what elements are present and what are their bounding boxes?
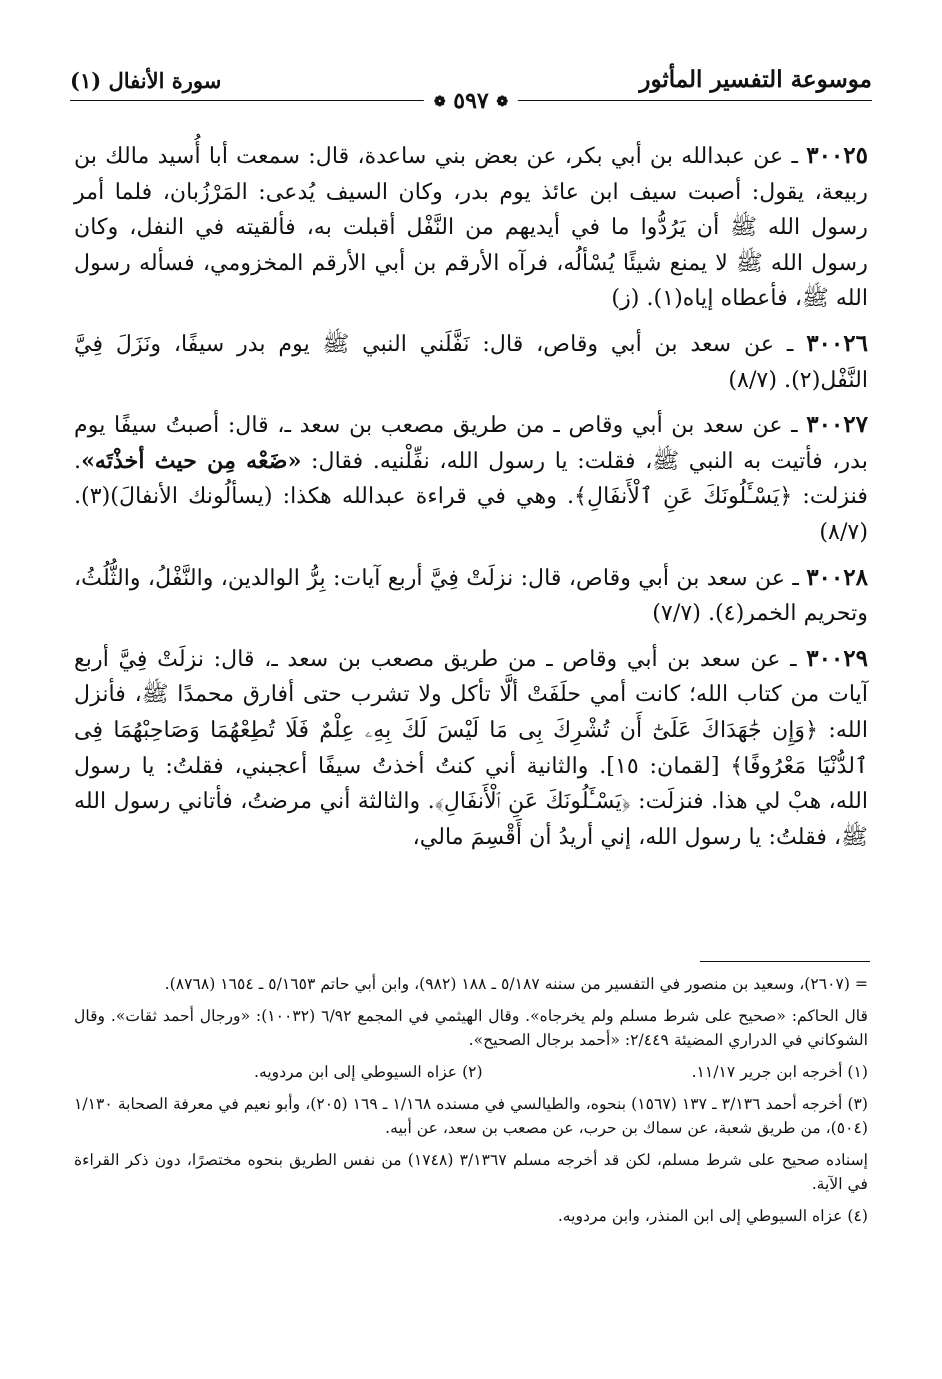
entry-number: ٣٠٠٢٩ (806, 644, 868, 672)
footnote-rule (700, 961, 870, 962)
hadith-quote: «ضَعْه مِن حيث أخذْتَه» (81, 447, 302, 474)
footnote-row (74, 1060, 868, 1084)
book-title: موسوعة التفسير المأثور (639, 66, 872, 93)
ornament-icon: ❁ (433, 94, 446, 110)
entry-text: ـ عن سعد بن أبي وقاص، قال: نزلَتْ فِيَّ أربع آيات: بِرُّ الوالدين، والنَّفْلُ، والثُّلُثُ، وتحريم الخمر(٤). (٧/٧) (74, 564, 868, 627)
page-number-box (424, 88, 518, 114)
entry-text: ـ عن سعد بن أبي وقاص ـ من طريق مصعب بن سعد ـ، قال: نزلَتْ فِيَّ أربع آيات من كتاب الله؛ كانت أمي حلَفَتْ ألَّا تأكل ولا تشرب حتى أفارق محمدًا ﷺ، فأنزل الله: ﴿وَإِن جَٰهَدَاكَ عَلَىٰٓ أَن تُشْرِكَ بِى مَا لَيْسَ لَكَ بِهِۦ عِلْمٌ فَلَا تُطِعْهُمَا وَصَاحِبْهُمَا فِى ٱلدُّنْيَا مَعْرُوفًا﴾ [لقمان: ١٥]. والثانية أني كنتُ أخذتُ سيفًا أعجبني، فقلتُ: يا رسول الله، هبْ لي هذا. فنزلَت: ﴿يَسْـَٔلُونَكَ عَنِ ٱلْأَنفَالِ﴾. والثالثة أني مرضتُ، فأتاني رسول الله ﷺ، فقلتُ: يا رسول الله، إني أريدُ أن أَقْسِمَ مالي، (74, 645, 869, 850)
entry-number: ٣٠٠٢٧ (806, 411, 868, 439)
entry-30028 (74, 560, 868, 632)
entry-number: ٣٠٠٢٥ (806, 142, 868, 169)
entry-30027 (74, 407, 868, 550)
entry-text: ـ عن عبدالله بن أبي بكر، عن بعض بني ساعدة، قال: سمعت أبا أُسيد مالك بن ربيعة، يقول: أصبت سيف ابن عائذ يوم بدر، وكان السيف يُدعى: المَرْزُبان، فلما أمر رسول الله ﷺ أن يَرُدُّوا ما في أيديهم من النَّفْل أقبلت به، فألقيته في النفل، وكان رسول الله ﷺ لا يمنع شيئًا يُسْألُه، فرآه الأرقم بن أبي الأرقم المخزومي، فسأله رسول الله ﷺ، فأعطاه إياه(١). (ز) (74, 143, 868, 312)
footnote: = (٢٦٠٧)، وسعيد بن منصور في التفسير من سننه ٥/١٨٧ ـ ١٨٨ (٩٨٢)، وابن أبي حاتم ٥/١٦٥٣ ـ ١٦٥٤ (٨٧٦٨). (164, 975, 868, 993)
entry-30029 (74, 641, 868, 856)
entry-number: ٣٠٠٢٨ (806, 563, 868, 591)
entry-text: ـ عن سعد بن أبي وقاص ـ من طريق مصعب بن سعد ـ، قال: أصبتُ سيفًا يوم بدر، فأتيت به النبي ﷺ، فقلت: يا رسول الله، نفِّلْنيه. فقال: (74, 412, 868, 474)
footnote: (٢) عزاه السيوطي إلى ابن مردويه. (254, 1063, 483, 1081)
entry-text: . فنزلت: ﴿يَسْـَٔلُونَكَ عَنِ ٱلْأَنفَالِ﴾. وهي في قراءة عبدالله هكذا: (يسألُونك الأنفالَ)(٣). (٨/٧) (74, 447, 868, 545)
footnote: (٣) أخرجه أحمد ٣/١٣٦ ـ ١٣٧ (١٥٦٧) بنحوه، والطيالسي في مسنده ١/١٦٨ ـ ١٦٩ (٢٠٥)، وأبو نعيم في معرفة الصحابة ١/١٣٠ (٥٠٤)، من طريق شعبة، عن سماك بن حرب، عن مصعب بن سعد، عن أبيه. (74, 1095, 869, 1137)
entry-30026 (74, 326, 868, 398)
running-header (70, 62, 872, 114)
footnote: (٤) عزاه السيوطي إلى ابن المنذر، وابن مردويه. (557, 1207, 868, 1225)
surah-title: سورة الأنفال (١) (70, 68, 222, 93)
footnote: (١) أخرجه ابن جرير ١١/١٧. (691, 1063, 868, 1081)
entry-number: ٣٠٠٢٦ (806, 329, 868, 357)
page-number: ٥٩٧ (453, 88, 489, 114)
footnote: قال الحاكم: «صحيح على شرط مسلم ولم يخرجاه». وقال الهيثمي في المجمع ٦/٩٢ (١٠٠٣٢): «ورجال أحمد ثقات». وقال الشوكاني في الدراري المضيئة ٢/٤٤٩: «أحمد برجال الصحيح». (74, 1007, 868, 1049)
main-text (74, 138, 868, 864)
entry-text: ـ عن سعد بن أبي وقاص، قال: نَفَّلَني النبي ﷺ يوم بدر سيفًا، ونَزَلَ فِيَّ النَّفْل(٢). (٨/٧) (74, 330, 868, 393)
footnote: إسناده صحيح على شرط مسلم، لكن قد أخرجه مسلم ٣/١٣٦٧ (١٧٤٨) من نفس الطريق بنحوه مختصرًا، دون ذكر القراءة في الآية. (74, 1151, 868, 1193)
entry-30025 (74, 138, 868, 317)
ornament-icon: ❁ (496, 94, 509, 110)
footnotes (74, 972, 868, 1236)
